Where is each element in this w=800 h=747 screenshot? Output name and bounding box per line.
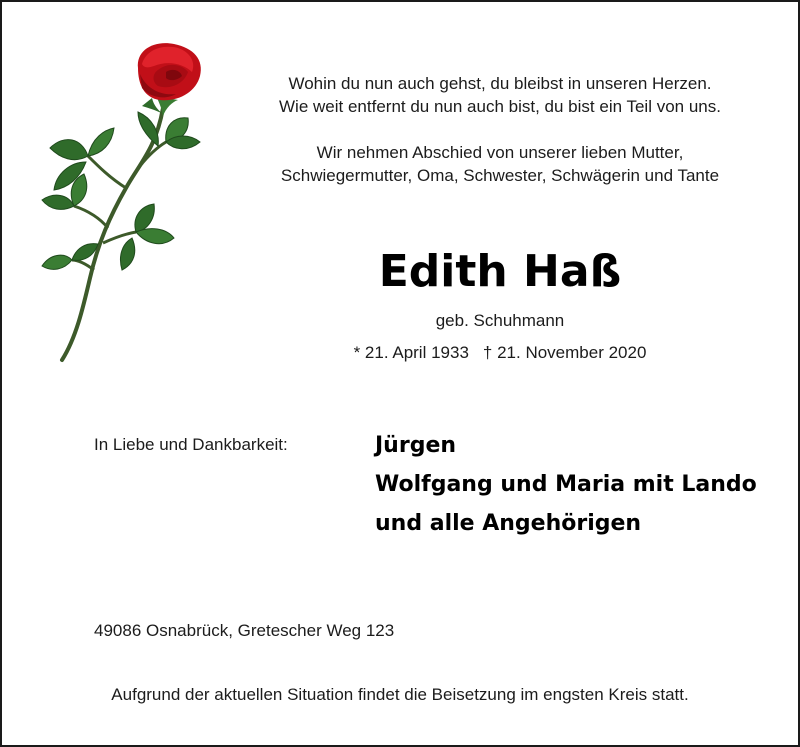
death-date: † 21. November 2020	[482, 343, 647, 362]
mourners-list	[375, 426, 757, 543]
verse-line: Wohin du nun auch gehst, du bleibst in unseren Herzen.	[288, 74, 712, 93]
verse-stanza-1	[230, 72, 770, 118]
farewell-text	[230, 141, 770, 187]
life-dates	[230, 343, 770, 363]
burial-note: Aufgrund der aktuellen Situation findet die Beisetzung im engsten Kreis statt.	[111, 685, 689, 704]
mourner-name: Jürgen	[375, 433, 457, 458]
farewell-line: Schwiegermutter, Oma, Schwester, Schwägerin und Tante	[280, 166, 720, 185]
mourner-name: Wolfgang und Maria mit Lando	[375, 472, 757, 497]
deceased-name: Edith Haß	[378, 246, 622, 297]
mourner-name: und alle Angehörigen	[375, 511, 642, 536]
birth-date: * 21. April 1933	[353, 343, 469, 362]
farewell-line: Wir nehmen Abschied von unserer lieben Mutter,	[316, 143, 684, 162]
red-rose-icon	[28, 38, 218, 368]
maiden-name: geb. Schuhmann	[435, 311, 565, 330]
mourners-intro: In Liebe und Dankbarkeit:	[94, 435, 288, 454]
family-address: 49086 Osnabrück, Gretescher Weg 123	[94, 621, 395, 640]
verse-line: Wie weit entfernt du nun auch bist, du bist ein Teil von uns.	[279, 97, 721, 116]
